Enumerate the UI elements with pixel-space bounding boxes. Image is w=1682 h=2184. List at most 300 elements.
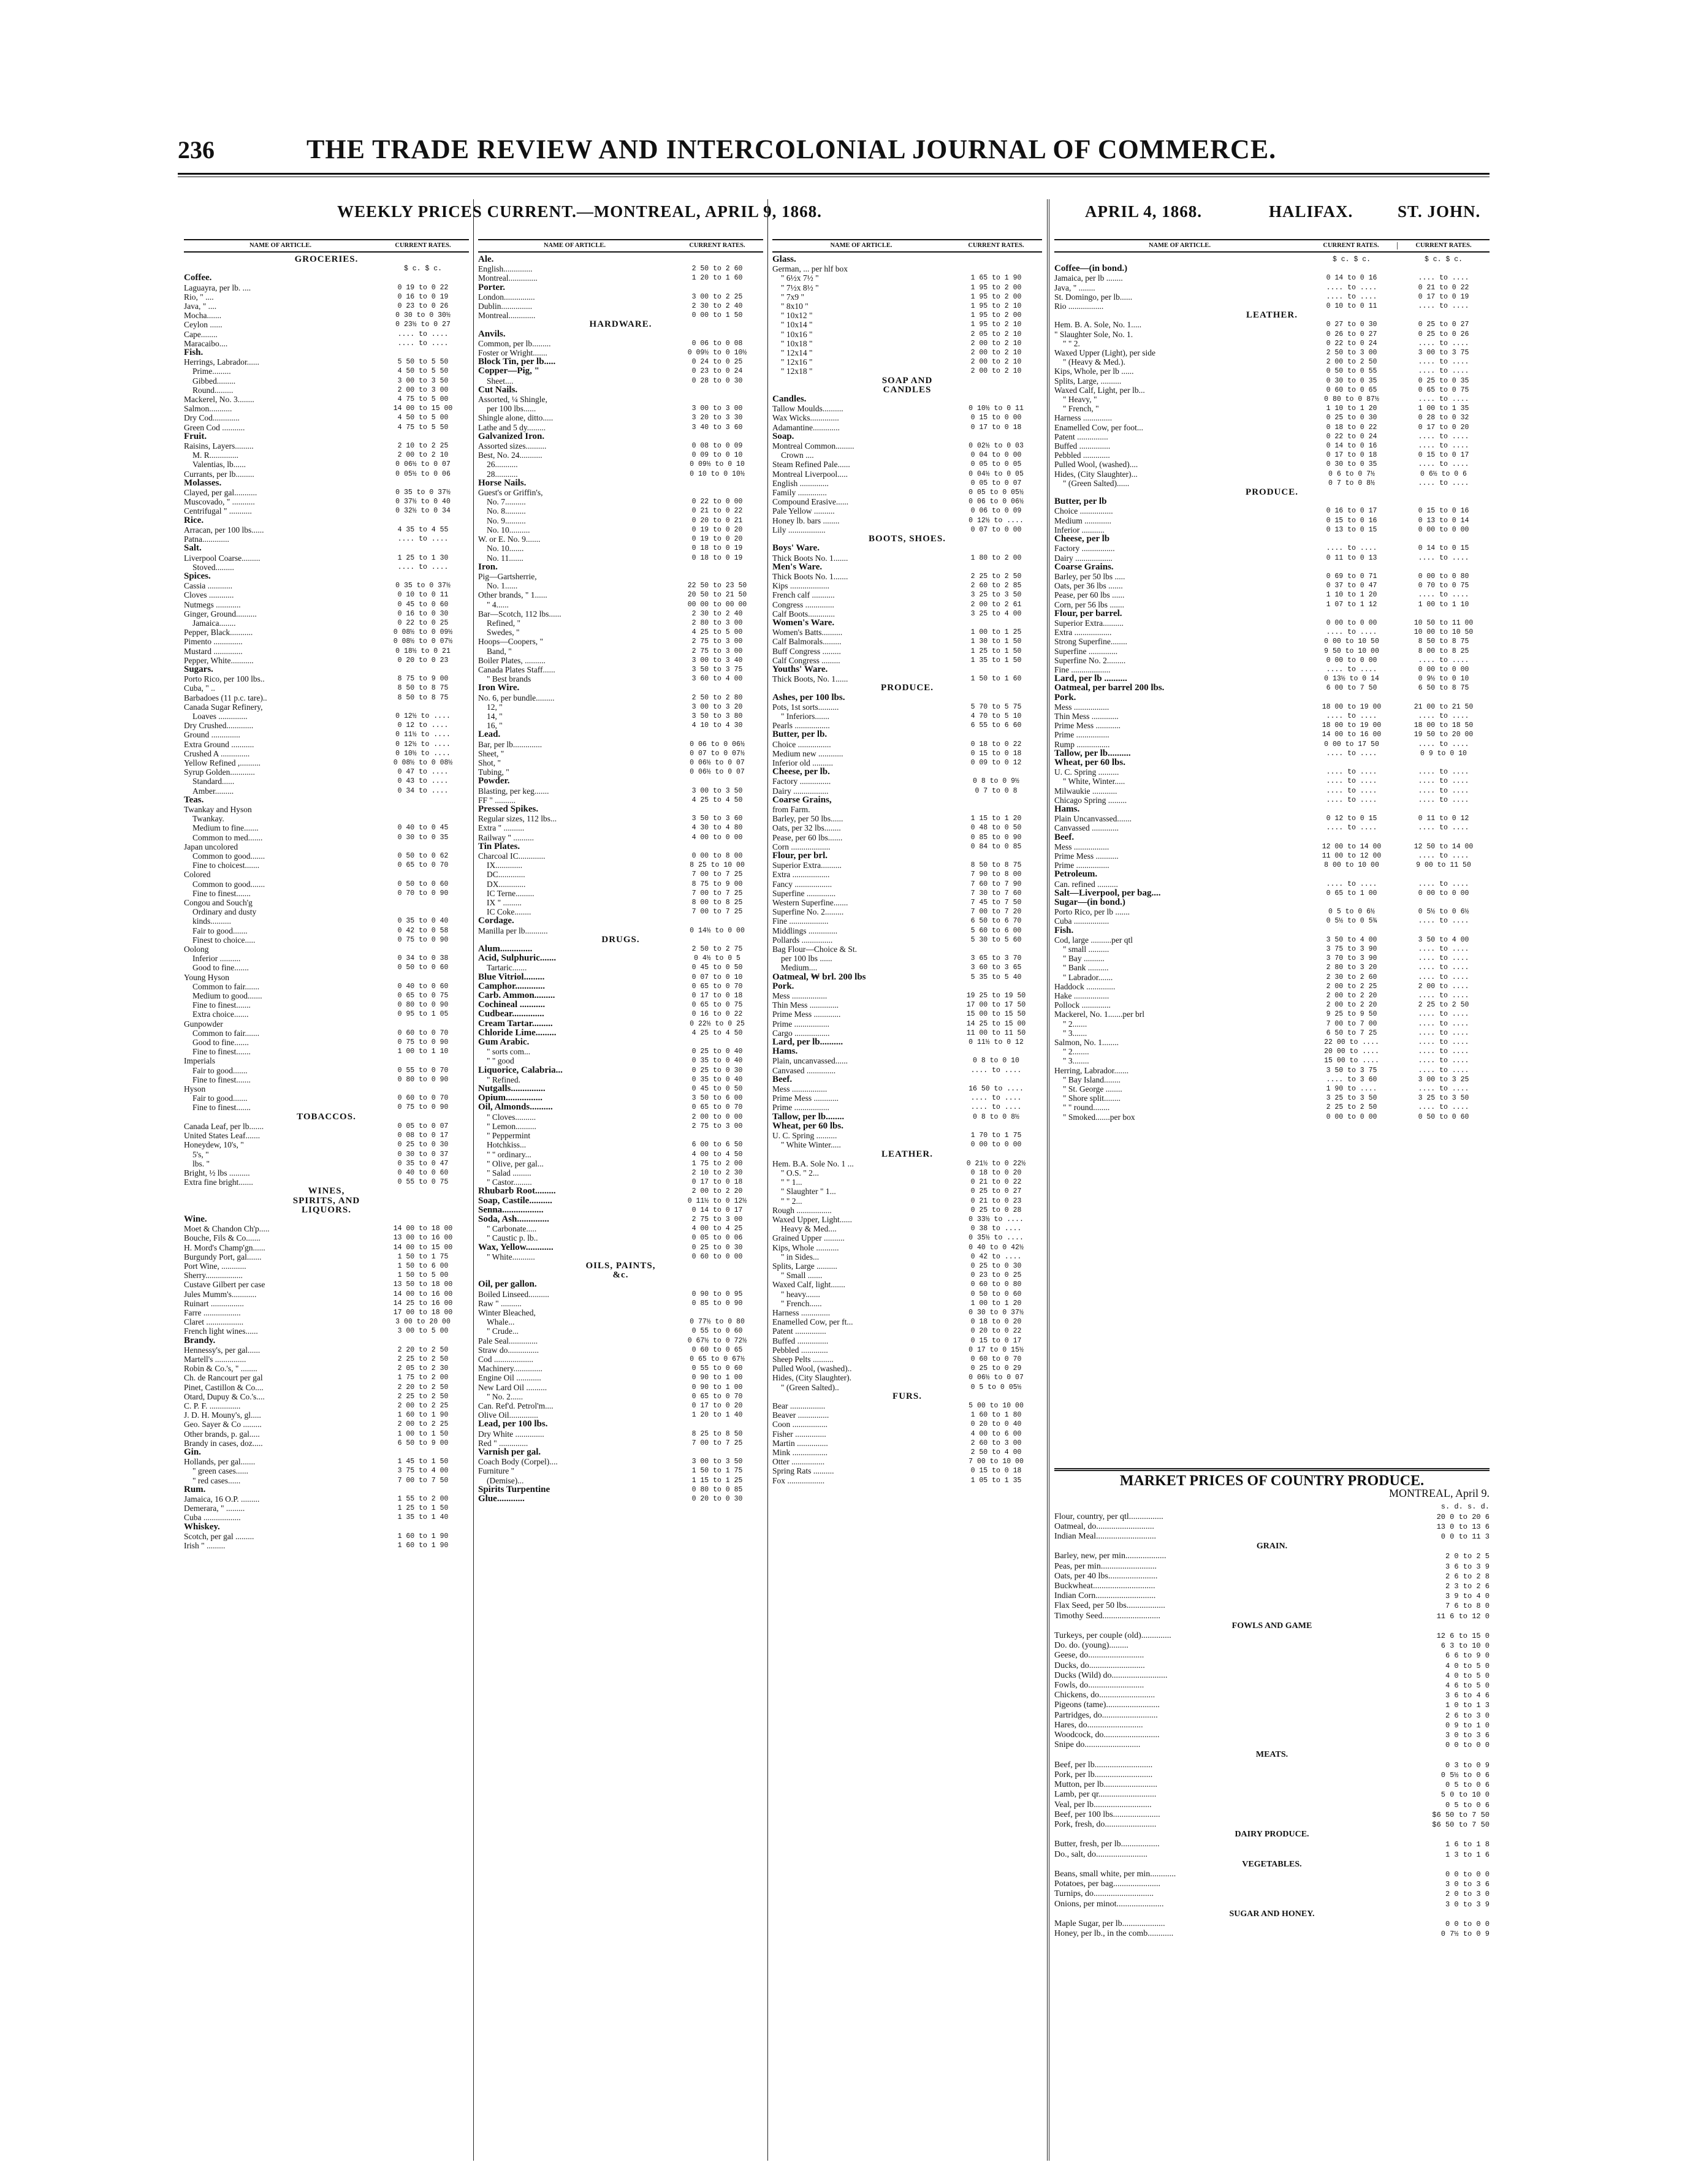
article-name: Do. do. (young)......... (1054, 1641, 1128, 1651)
article-name: Pepper, Black........... (184, 628, 253, 637)
article-name: " Salad ......... (487, 1168, 531, 1178)
article-name: Extra fine bright....... (184, 1178, 253, 1187)
article-name: Turkeys, per couple (old).............. (1054, 1631, 1171, 1641)
price-row (184, 702, 469, 712)
article-name: Hoops—Coopers, " (478, 637, 544, 647)
price-range: 2 50 to 2 60 (691, 265, 743, 273)
article-name: Cudbear.............. (478, 1010, 544, 1019)
price-range (671, 386, 763, 395)
article-name: " " 2... (781, 1196, 802, 1206)
price-range: 0 08 to 0 17 (397, 1132, 449, 1140)
article-name: Syrup Golden............ (184, 767, 255, 777)
price-row (1054, 1870, 1490, 1879)
price-range: 12 6 to 15 0 (1436, 1632, 1490, 1641)
article-name: Clayed, per gal........... (184, 488, 257, 498)
price-row (184, 1504, 469, 1513)
article-name: Bag Flour—Choice & St. (772, 945, 857, 954)
article-name: Galvanized Iron. (478, 432, 545, 441)
price-range-stjohn: .... to .... (1418, 945, 1469, 954)
article-name: Veal, per lb........................... (1054, 1800, 1152, 1809)
article-name: Turnips, do............................ (1054, 1889, 1154, 1899)
price-range: 20 0 to 20 6 (1436, 1512, 1490, 1521)
article-name: " 7½x 8½ " (781, 283, 819, 292)
price-range: 13 00 to 16 00 (393, 1234, 453, 1242)
article-name: Fine to finest....... (192, 1103, 251, 1113)
market-rows (1054, 1502, 1490, 1939)
price-row (1054, 656, 1490, 665)
category-row (772, 1075, 1042, 1084)
article-name: Fine to finest....... (192, 1075, 251, 1084)
price-range: 4 00 to 6 00 (970, 1429, 1022, 1438)
price-range: 0 21 to 0 23 (970, 1197, 1022, 1205)
article-name: Ch. de Rancourt per gal (184, 1373, 263, 1383)
price-row (772, 1010, 1042, 1019)
article-name: Railway " .......... (478, 832, 534, 842)
price-range: s. d. s. d. (1440, 1502, 1490, 1512)
price-range-stjohn: 0 5½ to 0 6½ (1418, 908, 1469, 916)
article-name: Canada Plates Staff...... (478, 664, 555, 674)
name-header: NAME OF ARTICLE. (1148, 242, 1211, 249)
article-name: Onions, per minot...................... (1054, 1899, 1164, 1909)
article-name: Milwaukie ............ (1054, 786, 1117, 796)
price-row (772, 880, 1042, 889)
price-range-stjohn: .... to .... (1418, 824, 1469, 832)
article-name: Blue Vitriol......... (478, 972, 545, 982)
price-range: 0 05 to 0 07 (970, 479, 1022, 487)
price-range: 4 35 to 4 55 (397, 525, 449, 534)
price-range: 22 00 to .... (1324, 1038, 1379, 1047)
article-name: Barley, per 50 lbs...... (772, 814, 843, 824)
price-range (671, 730, 763, 739)
price-row (772, 1243, 1042, 1252)
price-range-stjohn: .... to .... (1418, 954, 1469, 963)
price-range (671, 683, 763, 693)
price-row (184, 441, 469, 451)
price-range (377, 1485, 469, 1494)
article-name (1054, 1502, 1410, 1512)
price-row (772, 1326, 1042, 1336)
price-row (184, 1364, 469, 1373)
price-row (184, 330, 469, 339)
article-name: TOBACCOS. (297, 1112, 356, 1122)
article-name: Valentias, lb...... (192, 460, 246, 470)
price-row (184, 963, 469, 972)
price-row (1054, 1810, 1490, 1820)
price-range: 0 06 to 0 08 (691, 339, 743, 348)
article-name: Calf Boots............. (772, 609, 835, 618)
price-range: .... to .... (397, 330, 449, 338)
article-name: Pork. (1054, 693, 1076, 702)
price-range: 2 0 to 3 0 (1445, 1890, 1490, 1899)
article-name: Canada Leaf, per lb....... (184, 1121, 264, 1131)
article-name: Herrings, Labrador...... (184, 357, 259, 367)
price-row (772, 590, 1042, 599)
section-heading-row (772, 386, 1042, 395)
article-name: German, ... per hlf box (772, 264, 848, 274)
article-name: Stoved......... (192, 562, 234, 572)
price-row (1054, 1691, 1490, 1700)
article-name: LEATHER. (1246, 311, 1298, 321)
price-row (184, 1233, 469, 1242)
article-name: Medium new ............ (772, 748, 843, 758)
price-row (478, 497, 763, 506)
price-range: 1 60 to 1 90 (397, 1532, 449, 1540)
article-name: Common to good....... (192, 879, 265, 889)
price-row (184, 851, 469, 861)
price-range: 6 00 to 7 50 (1326, 684, 1377, 693)
article-name: Coarse Grains, (772, 795, 832, 805)
article-name: " (Green Salted)...... (1063, 478, 1130, 488)
price-row (478, 898, 763, 907)
article-name: Martell's ............... (184, 1354, 246, 1364)
price-range-stjohn: 1 00 to 1 10 (1418, 600, 1469, 609)
price-row (772, 423, 1042, 432)
price-row (772, 1056, 1042, 1065)
article-name: Crown .... (781, 451, 814, 460)
article-name: Fruit. (184, 432, 207, 441)
article-name: " Crude... (487, 1326, 519, 1336)
article-name: Salmon, No. 1........ (1054, 1038, 1119, 1048)
price-range: 3 75 to 3 90 (1326, 945, 1377, 954)
category-row (184, 348, 469, 357)
article-name: Fine ................... (772, 916, 829, 926)
price-range: 2 60 to 2 85 (970, 582, 1022, 590)
price-range: 0 0 to 0 0 (1445, 1919, 1490, 1928)
price-range: 0 07 to 0 10 (691, 973, 743, 981)
price-range (1306, 926, 1398, 935)
article-name: Pigeons (tame)......................... (1054, 1700, 1160, 1710)
price-row (184, 488, 469, 497)
price-range: 0 07 to 0 00 (970, 525, 1022, 534)
article-name: Demerara, " ......... (184, 1504, 245, 1513)
price-row (1054, 1671, 1490, 1681)
article-name: Cuba, " .. (184, 683, 215, 693)
price-range: 7 30 to 7 60 (970, 889, 1022, 897)
price-row (772, 842, 1042, 851)
article-name: Hem. B.A. Sole No. 1 ... (772, 1159, 854, 1168)
price-row (184, 1010, 469, 1019)
price-range: 7 00 to 10 00 (968, 1458, 1024, 1466)
article-name: CANDLES (883, 385, 932, 395)
price-range: 0 25 to 0 30 (397, 1141, 449, 1149)
price-row (1054, 1591, 1490, 1601)
article-name: Beef, per 100 lbs...................... (1054, 1809, 1160, 1819)
price-range: 1 75 to 2 00 (397, 1374, 449, 1382)
price-row (184, 367, 469, 376)
article-name: Kips, Whole, per lb ...... (1054, 367, 1134, 376)
price-row (772, 554, 1042, 563)
price-range-stjohn (1398, 264, 1490, 273)
price-row (772, 870, 1042, 879)
price-row (478, 693, 763, 702)
price-row (1054, 1572, 1490, 1581)
section-heading-row (184, 1187, 469, 1196)
article-name: " 10x16 " (781, 329, 813, 339)
article-name: Flour, country, per qtl................ (1054, 1512, 1163, 1521)
price-range: 0 65 to 0 70 (691, 982, 743, 991)
price-range: 1 25 to 1 30 (397, 554, 449, 562)
price-range: 0 28 to 0 30 (691, 376, 743, 385)
price-range: 0 18 to 0 19 (691, 544, 743, 553)
article-name: Factory ............... (772, 777, 831, 786)
article-name: Bar, per lb.............. (478, 739, 542, 749)
price-row (184, 1457, 469, 1466)
price-row (478, 1373, 763, 1382)
article-name: Whale... (487, 1317, 515, 1327)
price-range: 0 34 to .... (397, 786, 449, 795)
article-name: " Best brands (487, 674, 531, 684)
price-row (1054, 1084, 1490, 1094)
price-row (772, 945, 1042, 954)
price-range: 0 05 to 0 06 (691, 1234, 743, 1242)
article-name: " 2........ (1063, 1047, 1089, 1057)
article-name: Heavy & Med.... (781, 1224, 837, 1234)
section-heading-row (1054, 1860, 1490, 1870)
price-row (1054, 1681, 1490, 1691)
article-name: Prime Mess ............. (772, 1010, 841, 1019)
article-name: Brandy in cases, doz..... (184, 1438, 263, 1448)
price-row (1054, 1019, 1490, 1029)
article-name: Ginger, Ground.......... (184, 609, 257, 618)
article-name: Mackerel, No. 3........ (184, 395, 254, 405)
price-row (184, 767, 469, 777)
article-name: Montreal.............. (478, 273, 538, 283)
article-name: Waxed Upper, Light...... (772, 1214, 852, 1224)
price-row (184, 889, 469, 898)
article-name: Centrifugal " ........... (184, 506, 252, 516)
price-row (772, 963, 1042, 972)
price-row (184, 954, 469, 963)
price-range-stjohn: .... to .... (1418, 1010, 1469, 1019)
price-range (1306, 563, 1398, 572)
article-name: Oatmeal, do........................... (1054, 1521, 1154, 1531)
article-name: Common to med....... (192, 832, 263, 842)
article-name: Ducks (Wild) do.......................... (1054, 1670, 1168, 1680)
article-name: " Bay .......... (1063, 954, 1105, 964)
section-heading-row (1054, 1542, 1490, 1551)
price-row (1054, 730, 1490, 739)
price-range: 1 35 to 1 40 (397, 1513, 449, 1522)
price-row (478, 740, 763, 749)
price-row (772, 413, 1042, 422)
price-range: 1 80 to 2 00 (970, 554, 1022, 562)
price-range-stjohn: .... to .... (1418, 786, 1469, 795)
price-row (184, 1345, 469, 1355)
article-name: U. C. Spring .......... (1054, 767, 1119, 777)
price-range: 6 3 to 10 0 (1440, 1642, 1490, 1651)
article-name: Fair to good....... (192, 926, 248, 935)
price-row (478, 628, 763, 637)
price-range: .... to .... (1326, 665, 1377, 674)
article-name: Medium to fine....... (192, 823, 259, 833)
price-range: 3 50 to 3 60 (691, 815, 743, 823)
article-name: Liquorice, Calabria... (478, 1065, 563, 1075)
price-range: 0 17 to 0 18 (691, 992, 743, 1000)
article-name: 5's, " (192, 1149, 209, 1159)
price-row (1054, 916, 1490, 926)
article-name: Ale. (478, 255, 494, 264)
price-range (950, 730, 1042, 739)
price-range: 0 11½ to .... (395, 731, 451, 739)
price-row (772, 1355, 1042, 1364)
price-row (772, 357, 1042, 367)
price-row (478, 264, 763, 273)
price-range: 0 69 to 0 71 (1326, 572, 1377, 580)
article-name: Molasses. (184, 478, 222, 488)
price-range: 1 35 to 1 50 (970, 656, 1022, 664)
price-row (478, 786, 763, 796)
price-row (1054, 544, 1490, 553)
price-range (671, 1038, 763, 1047)
price-range: 0 16 to 0 30 (397, 609, 449, 618)
price-row (772, 1131, 1042, 1140)
price-range: 7 00 to 7 50 (397, 1476, 449, 1485)
article-name: Choice ................ (772, 739, 831, 749)
article-name: Gin. (184, 1448, 201, 1457)
article-name: Spring Rats .......... (772, 1466, 834, 1476)
article-name: " 4...... (487, 599, 509, 609)
price-row (1054, 1879, 1490, 1889)
article-name: Ceylon ...... (184, 320, 223, 330)
price-range: .... to .... (1326, 777, 1377, 786)
article-name: Claret .................. (184, 1317, 244, 1327)
price-row (184, 1029, 469, 1038)
price-range-stjohn: .... to .... (1418, 479, 1469, 487)
price-range: 0 05 to 0 05½ (968, 489, 1024, 497)
price-range: 0 40 to 0 42½ (968, 1243, 1024, 1252)
article-name: " Caustic p. lb.. (487, 1233, 538, 1243)
category-row (478, 1420, 763, 1429)
price-row (1054, 470, 1490, 479)
article-name: Hides, (City Slaughter). (772, 1373, 851, 1383)
price-range: 1 00 to 1 50 (397, 1429, 449, 1438)
price-range: 0 11½ to 0 12½ (687, 1197, 747, 1205)
price-range: 0 00 to 0 00 (970, 1141, 1022, 1149)
article-name: Porto Rico, per lb ....... (1054, 907, 1130, 917)
article-name: Amber......... (192, 786, 234, 796)
price-range: 6 00 to 6 50 (691, 1141, 743, 1149)
price-range: 2 00 to 2 20 (1326, 1001, 1377, 1010)
price-range: 0 35 to 0 40 (691, 1075, 743, 1084)
price-range: 0 45 to 0 50 (691, 964, 743, 972)
price-range: 0 05½ to 0 06 (395, 470, 451, 478)
price-range: 0 17 to 0 18 (1326, 451, 1377, 460)
price-range: 2 50 to 2 80 (691, 693, 743, 702)
article-name: Raw " .......... (478, 1298, 522, 1308)
article-name: Ordinary and dusty (192, 907, 257, 917)
article-name: Thick Boots No. 1....... (772, 553, 848, 563)
price-range: 2 25 to 2 50 (1326, 1103, 1377, 1112)
article-name: Round......... (192, 385, 234, 395)
price-range: 3 00 to 2 25 (691, 292, 743, 301)
article-name: Cochineal ........... (478, 1000, 546, 1010)
article-name: Maple Sugar, per lb.................... (1054, 1919, 1165, 1928)
rates-header: CURRENT RATES. (968, 242, 1024, 249)
price-range: 0 25 to 0 29 (970, 1364, 1022, 1373)
article-name: Glue............ (478, 1494, 525, 1504)
price-row (772, 1317, 1042, 1326)
price-range: 8 50 to 8 75 (397, 684, 449, 693)
price-range-stjohn: .... to .... (1418, 591, 1469, 599)
price-range: 1 00 to 1 20 (970, 1299, 1022, 1307)
price-range: 0 15 to 0 16 (1326, 516, 1377, 525)
price-range-stjohn: 9 00 to 11 50 (1416, 861, 1471, 870)
price-range: 0 00 to 0 00 (1326, 618, 1377, 627)
price-row (478, 339, 763, 348)
price-range (671, 916, 763, 926)
category-row (478, 1029, 763, 1038)
price-row (772, 1420, 1042, 1429)
article-name: No. 1...... (487, 581, 518, 591)
article-name: Rio, " .... (184, 292, 214, 302)
price-row (478, 1056, 763, 1065)
price-row (772, 367, 1042, 376)
price-row (772, 1336, 1042, 1345)
article-name: Coffee. (184, 273, 212, 283)
price-row (772, 991, 1042, 1000)
price-range (377, 1084, 469, 1094)
article-name: Muscovado, " ........... (184, 497, 255, 507)
article-name: Prime Mess ........... (1054, 851, 1119, 861)
price-row (478, 413, 763, 422)
article-name: Splits, Large, .......... (1054, 376, 1122, 386)
price-range-stjohn: .... to .... (1418, 1048, 1469, 1056)
article-name: Wheat, per 60 lbs. (772, 1121, 843, 1131)
price-row (1054, 600, 1490, 609)
article-name: Family .............. (772, 488, 827, 498)
price-range: 0 16 to 0 22 (691, 1010, 743, 1019)
article-name: " Smoked.......per box (1063, 1112, 1135, 1122)
article-name: Oil, Almonds.......... (478, 1103, 553, 1113)
article-name: Pimento .............. (184, 637, 243, 647)
price-range: 0 13½ to 0 14 (1324, 675, 1379, 683)
price-row (772, 460, 1042, 469)
price-range: 4 50 to 5 00 (397, 414, 449, 422)
price-range: 0 17 to 0 15½ (968, 1345, 1024, 1354)
section-heading-row (478, 1261, 763, 1271)
price-range: 0 12 to 0 15 (1326, 815, 1377, 823)
price-row (1054, 861, 1490, 870)
price-range: 2 00 to 2 20 (691, 1187, 743, 1196)
article-name: Good to fine....... (192, 1038, 249, 1048)
price-row (478, 1252, 763, 1261)
article-name: Mink ................. (772, 1448, 828, 1457)
price-range: 0 5 to 0 6 (1445, 1800, 1490, 1809)
price-range: 2 75 to 3 00 (691, 647, 743, 655)
price-range (671, 805, 763, 814)
price-range: 14 00 to 16 00 (1322, 731, 1382, 739)
price-row (478, 1168, 763, 1178)
price-range: 8 50 to 8 75 (397, 693, 449, 702)
article-name: " French...... (781, 1298, 822, 1308)
article-name: Irish " ......... (184, 1541, 226, 1551)
price-range: 3 25 to 3 50 (970, 591, 1022, 599)
article-name: Moet & Chandon Ch'p..... (184, 1224, 270, 1234)
price-row (184, 1429, 469, 1439)
price-range: 2 80 to 3 00 (691, 618, 743, 627)
article-name: Rum. (184, 1485, 206, 1494)
article-name: Hares, do.......................... (1054, 1720, 1143, 1730)
price-row (1054, 1532, 1490, 1542)
price-range: 0 8 to 0 8½ (973, 1113, 1019, 1121)
article-name: FURS. (892, 1391, 922, 1401)
price-range-stjohn: .... to .... (1418, 796, 1469, 804)
article-name: LEATHER. (881, 1149, 933, 1159)
price-row (772, 1197, 1042, 1206)
price-range: 0 50 to 0 60 (397, 880, 449, 888)
price-row (184, 1466, 469, 1475)
price-row (1054, 1010, 1490, 1019)
